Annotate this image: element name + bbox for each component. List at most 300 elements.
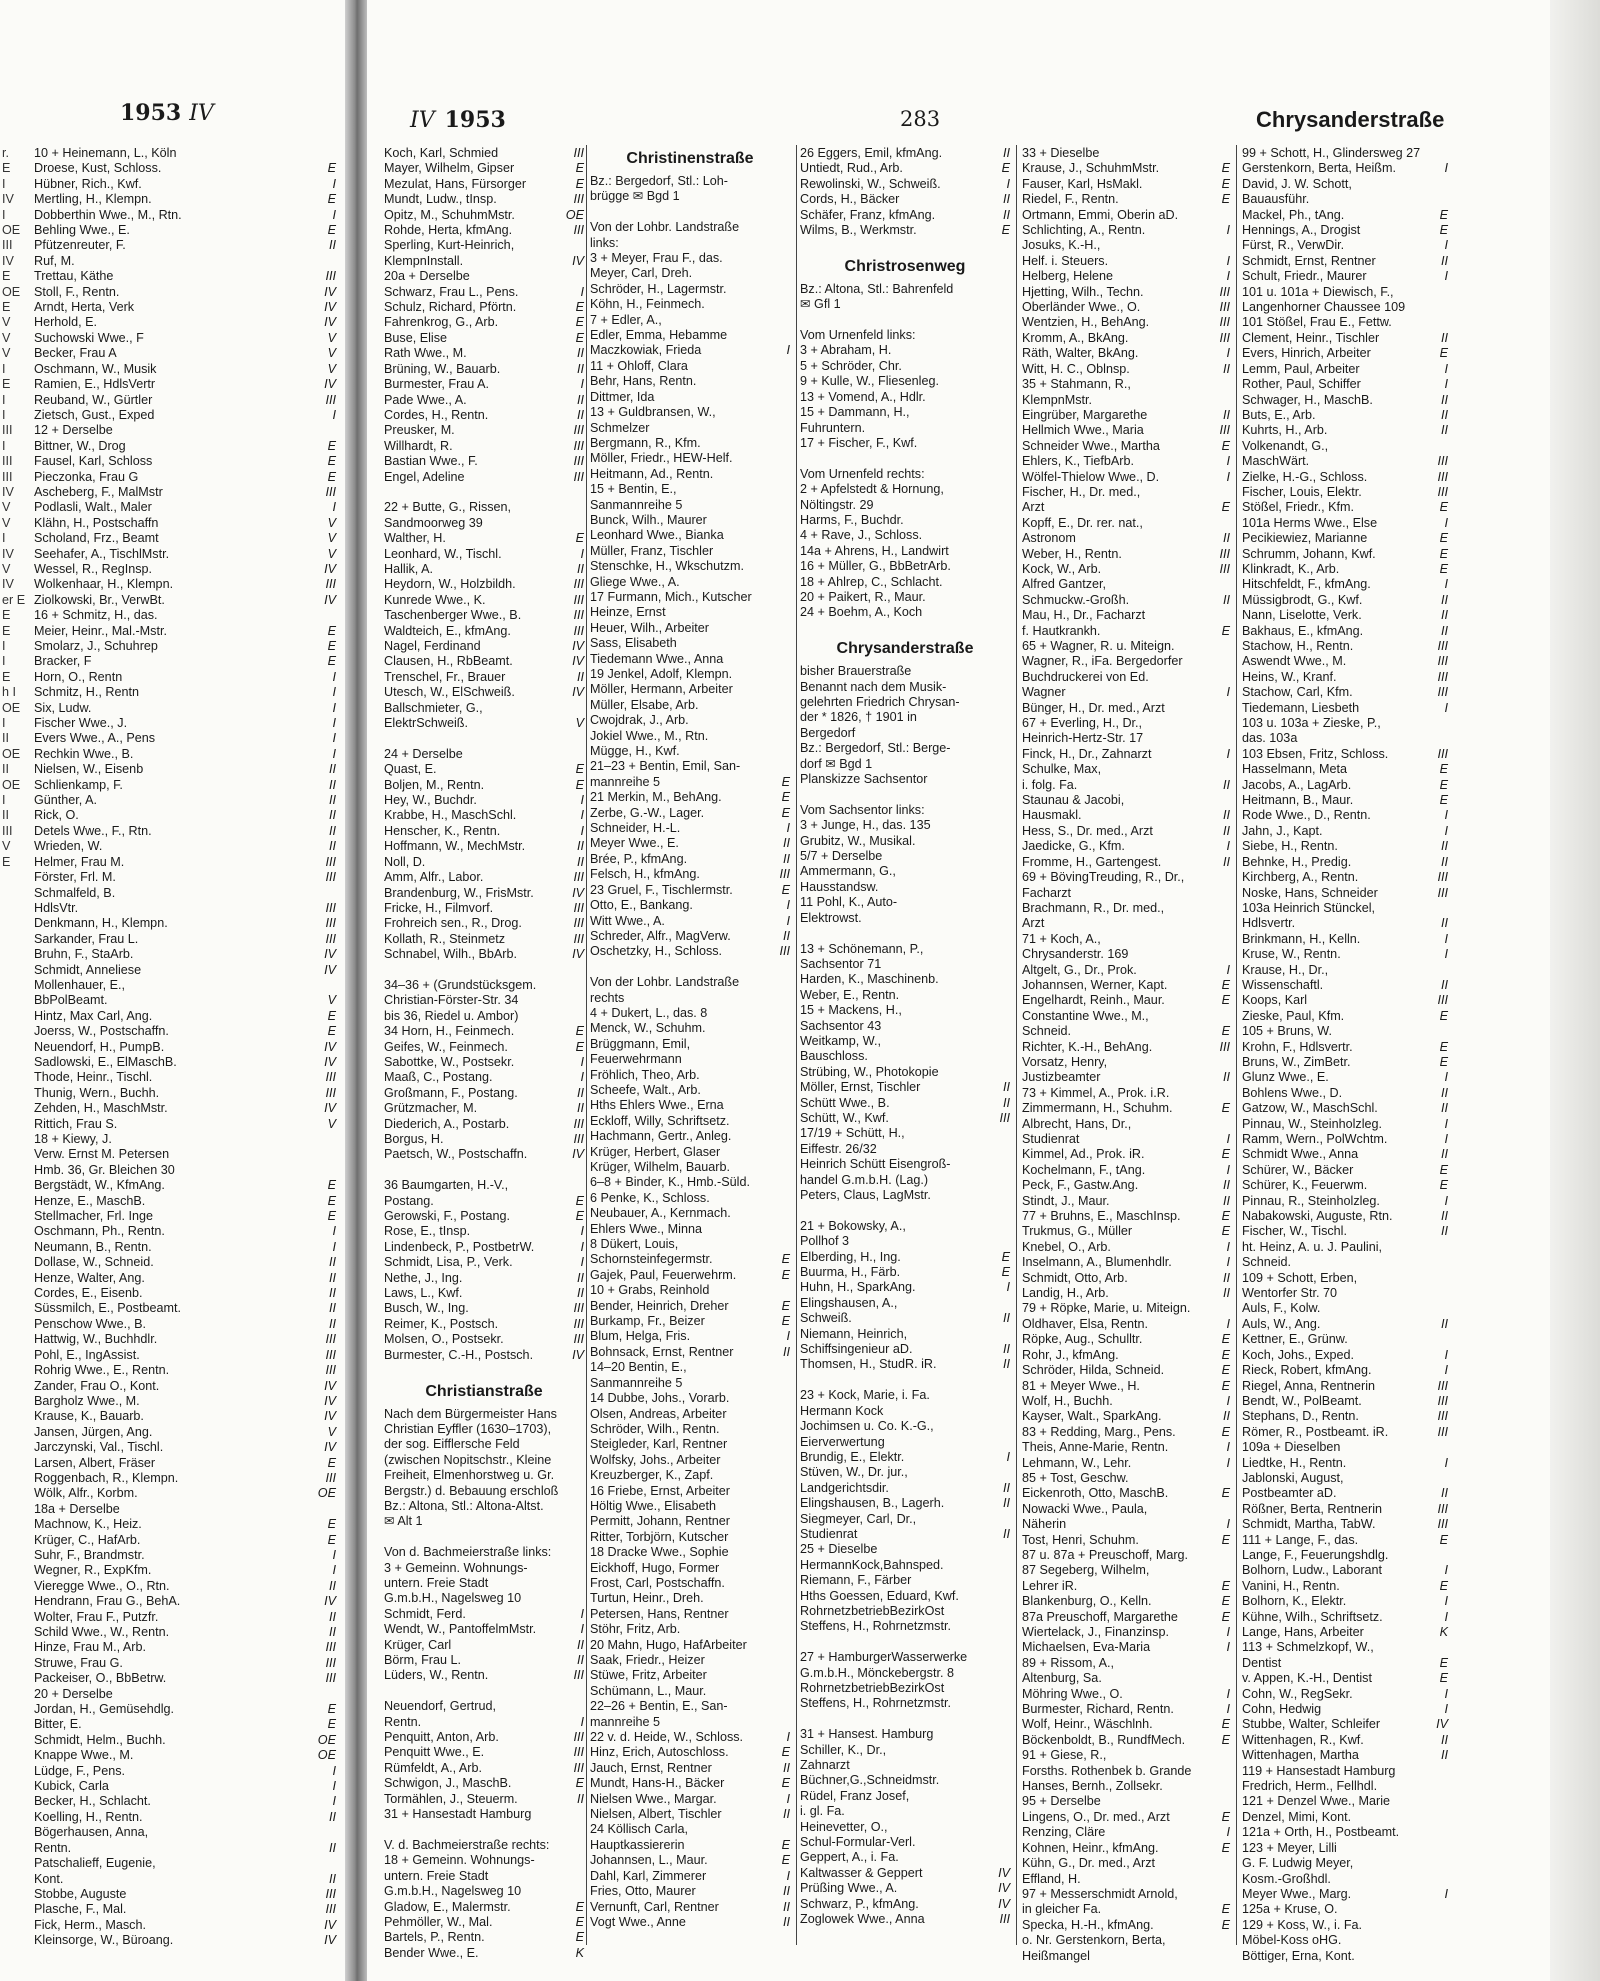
directory-entry bbox=[800, 1373, 1010, 1388]
floor-mark: E bbox=[1221, 1809, 1230, 1824]
floor-mark bbox=[1006, 544, 1010, 559]
entry-text: Krabbe, H., MaschSchl. bbox=[384, 808, 517, 823]
directory-entry bbox=[384, 1900, 584, 1915]
directory-entry bbox=[800, 1527, 1010, 1542]
floor-mark: E bbox=[1001, 1249, 1010, 1264]
directory-entry bbox=[1242, 1918, 1448, 1933]
entry-text: Helf. i. Steuers. bbox=[1022, 253, 1109, 268]
entry-text: Hoffmann, W., MechMstr. bbox=[384, 839, 526, 854]
floor-mark: I bbox=[1226, 839, 1230, 854]
entry-text bbox=[384, 963, 580, 978]
entry-text: Elingshausen, B., Lagerh. bbox=[800, 1496, 945, 1511]
entry-text: Riemann, F., Färber bbox=[800, 1573, 912, 1588]
floor-mark bbox=[1006, 1404, 1010, 1419]
entry-text: Hdlsvertr. bbox=[1242, 916, 1296, 931]
entry-text: Buurma, H., Färb. bbox=[800, 1265, 901, 1280]
floor-mark bbox=[1006, 590, 1010, 605]
directory-entry bbox=[800, 757, 1010, 772]
floor-mark bbox=[1006, 559, 1010, 574]
directory-entry bbox=[34, 1517, 336, 1532]
directory-entry bbox=[1242, 146, 1448, 161]
entry-text: 21–23 + Bentin, Emil, San- bbox=[590, 759, 741, 774]
directory-entry bbox=[1242, 1363, 1448, 1378]
floor-mark bbox=[1006, 282, 1010, 297]
floor-mark bbox=[1006, 605, 1010, 620]
directory-entry bbox=[34, 1872, 336, 1887]
directory-entry bbox=[800, 238, 1010, 253]
floor-mark: I bbox=[332, 685, 336, 700]
directory-entry bbox=[590, 1160, 790, 1175]
floor-mark: III bbox=[1437, 669, 1448, 684]
directory-entry bbox=[384, 1178, 584, 1193]
entry-text: Kochelmann, F., tAng. bbox=[1022, 1162, 1146, 1177]
entry-text: 33 + Dieselbe bbox=[1022, 146, 1100, 160]
floor-mark bbox=[580, 1807, 584, 1822]
floor-mark: E bbox=[575, 330, 584, 345]
entry-text: Müssigbrodt, G., Kwf. bbox=[1242, 592, 1363, 607]
entry-text: Neubauer, A., Kernmach. bbox=[590, 1206, 731, 1221]
directory-entry bbox=[34, 1764, 336, 1779]
margin-mark: I bbox=[2, 407, 6, 422]
directory-entry bbox=[800, 1481, 1010, 1496]
floor-mark: E bbox=[1221, 623, 1230, 638]
directory-entry bbox=[1022, 808, 1230, 823]
entry-text: Schümann, L., Maur. bbox=[590, 1683, 707, 1698]
directory-entry bbox=[590, 1884, 790, 1899]
directory-entry bbox=[384, 470, 584, 485]
floor-mark: I bbox=[1226, 1255, 1230, 1270]
entry-text: Sabottke, W., Postsekr. bbox=[384, 1054, 515, 1069]
entry-text: Pinnau, W., Steinholzleg. bbox=[1242, 1116, 1383, 1131]
entry-text: Vom Urnenfeld links: bbox=[800, 328, 916, 343]
directory-entry bbox=[384, 1792, 584, 1807]
floor-mark bbox=[1006, 1419, 1010, 1434]
floor-mark: I bbox=[1444, 1193, 1448, 1208]
directory-entry bbox=[34, 192, 336, 207]
directory-entry bbox=[1022, 716, 1230, 731]
entry-text: Behling Wwe., E. bbox=[34, 223, 130, 238]
floor-mark bbox=[1226, 1949, 1230, 1964]
entry-text: Grützmacher, M. bbox=[384, 1101, 478, 1116]
floor-mark bbox=[580, 1884, 584, 1899]
directory-entry bbox=[1022, 993, 1230, 1008]
entry-text: 20a + Derselbe bbox=[384, 269, 470, 284]
floor-mark: II bbox=[329, 1809, 336, 1824]
floor-mark: I bbox=[1444, 700, 1448, 715]
entry-text: 20 + Paikert, R., Maur. bbox=[800, 589, 926, 604]
floor-mark bbox=[786, 975, 790, 990]
directory-entry bbox=[800, 1219, 1010, 1234]
directory-entry bbox=[384, 716, 584, 731]
directory-entry bbox=[384, 1271, 584, 1286]
margin-mark: V bbox=[2, 515, 11, 530]
floor-mark: IV bbox=[324, 284, 336, 299]
floor-mark: I bbox=[1226, 1239, 1230, 1254]
entry-text bbox=[800, 787, 1006, 802]
entry-text: Hellmich Wwe., Maria bbox=[1022, 423, 1144, 438]
directory-entry bbox=[1242, 1409, 1448, 1424]
entry-text: untern. Freie Stadt bbox=[384, 1868, 489, 1883]
floor-mark: II bbox=[1441, 1316, 1448, 1331]
floor-mark bbox=[786, 1684, 790, 1699]
floor-mark: E bbox=[1001, 1265, 1010, 1280]
margin-mark: OE bbox=[2, 777, 21, 792]
margin-mark: OE bbox=[2, 284, 21, 299]
directory-entry bbox=[1242, 439, 1448, 454]
entry-text: Fromme, H., Gartengest. bbox=[1022, 854, 1162, 869]
floor-mark: II bbox=[1441, 592, 1448, 607]
floor-mark: III bbox=[573, 608, 584, 623]
entry-text: Pfützenreuter, F. bbox=[34, 238, 126, 253]
directory-entry bbox=[800, 664, 1010, 679]
directory-entry bbox=[800, 1650, 1010, 1665]
entry-text: 18 + Gemeinn. Wohnungs- bbox=[384, 1853, 535, 1868]
entry-text: Hintz, Max Carl, Ang. bbox=[34, 1008, 153, 1023]
directory-entry bbox=[800, 405, 1010, 420]
directory-entry bbox=[590, 359, 790, 374]
directory-entry bbox=[590, 1268, 790, 1283]
directory-entry bbox=[384, 1422, 584, 1437]
directory-entry bbox=[1242, 1317, 1448, 1332]
floor-mark: E bbox=[1221, 500, 1230, 515]
directory-entry bbox=[1242, 1733, 1448, 1748]
floor-mark: I bbox=[332, 700, 336, 715]
directory-entry bbox=[384, 331, 584, 346]
floor-mark bbox=[1006, 818, 1010, 833]
entry-text: Zander, Frau O., Kont. bbox=[34, 1378, 160, 1393]
floor-mark: I bbox=[1444, 931, 1448, 946]
entry-text: Bauschloss. bbox=[800, 1049, 868, 1064]
floor-mark bbox=[580, 1363, 584, 1378]
entry-text: Wolf, H., Buchh. bbox=[1022, 1393, 1113, 1408]
floor-mark bbox=[1006, 513, 1010, 528]
directory-entry bbox=[800, 1342, 1010, 1357]
entry-text: 5/7 + Derselbe bbox=[800, 849, 883, 864]
entry-text: Bergmann, R., Kfm. bbox=[590, 435, 701, 450]
directory-entry bbox=[1242, 1687, 1448, 1702]
entry-text: Heuer, Wilh., Arbeiter bbox=[590, 620, 709, 635]
directory-entry bbox=[384, 1653, 584, 1668]
floor-mark: III bbox=[325, 900, 336, 915]
floor-mark: III bbox=[1219, 330, 1230, 345]
floor-mark: III bbox=[573, 1760, 584, 1775]
directory-entry bbox=[34, 1656, 336, 1671]
floor-mark: E bbox=[1439, 1655, 1448, 1670]
directory-entry bbox=[800, 1311, 1010, 1326]
entry-text: v. Appen, K.-H., Dentist bbox=[1242, 1671, 1372, 1686]
entry-text: 10 + Grabs, Reinhold bbox=[590, 1283, 710, 1298]
directory-entry bbox=[1242, 1517, 1448, 1532]
floor-mark bbox=[580, 993, 584, 1008]
margin-mark: I bbox=[2, 176, 6, 191]
floor-mark: V bbox=[575, 716, 584, 731]
floor-mark: V bbox=[327, 546, 336, 561]
floor-mark: I bbox=[1444, 361, 1448, 376]
floor-mark: I bbox=[332, 500, 336, 515]
floor-mark: E bbox=[327, 654, 336, 669]
directory-entry bbox=[34, 654, 336, 669]
directory-entry bbox=[1022, 377, 1230, 392]
directory-entry bbox=[34, 408, 336, 423]
floor-mark: K bbox=[575, 1945, 584, 1960]
entry-text: Stellmacher, Frl. Inge bbox=[34, 1209, 153, 1224]
floor-mark bbox=[1006, 1296, 1010, 1311]
directory-entry bbox=[1242, 1255, 1448, 1270]
directory-entry bbox=[34, 1918, 336, 1933]
margin-mark: II bbox=[2, 762, 9, 777]
floor-mark bbox=[786, 282, 790, 297]
directory-entry bbox=[1242, 1794, 1448, 1809]
floor-mark: I bbox=[1226, 746, 1230, 761]
floor-mark bbox=[1006, 741, 1010, 756]
floor-mark: II bbox=[329, 1840, 336, 1855]
floor-mark bbox=[1444, 315, 1448, 330]
directory-entry bbox=[384, 793, 584, 808]
entry-text: Schmidt, Anneliese bbox=[34, 962, 142, 977]
entry-text: Cohn, W., RegSekr. bbox=[1242, 1686, 1353, 1701]
directory-entry bbox=[384, 824, 584, 839]
directory-entry bbox=[1022, 1332, 1230, 1347]
directory-entry bbox=[1242, 1933, 1448, 1948]
directory-entry bbox=[384, 701, 584, 716]
floor-mark bbox=[1226, 485, 1230, 500]
directory-entry bbox=[1242, 855, 1448, 870]
floor-mark: I bbox=[1226, 346, 1230, 361]
floor-mark: II bbox=[783, 851, 790, 866]
directory-entry bbox=[34, 1101, 336, 1116]
directory-entry bbox=[1022, 1671, 1230, 1686]
entry-text: Wolter, Frau F., Putzfr. bbox=[34, 1609, 159, 1624]
directory-entry bbox=[34, 1702, 336, 1717]
directory-entry bbox=[590, 883, 790, 898]
entry-text: Verw. Ernst M. Petersen bbox=[34, 1147, 170, 1162]
directory-entry bbox=[1022, 778, 1230, 793]
street-heading: Christrosenweg bbox=[844, 257, 966, 275]
entry-text: Steffens, H., Rohrnetzmstr. bbox=[800, 1696, 951, 1711]
right-column-4 bbox=[1022, 146, 1230, 1963]
floor-mark bbox=[580, 1453, 584, 1468]
entry-text: Möller, Friedr., HEW-Helf. bbox=[590, 451, 733, 466]
directory-entry bbox=[384, 1545, 584, 1560]
directory-entry bbox=[800, 192, 1010, 207]
floor-mark bbox=[1006, 972, 1010, 987]
directory-entry bbox=[34, 1440, 336, 1455]
entry-text: Sarkander, Frau L. bbox=[34, 931, 139, 946]
floor-mark: II bbox=[577, 361, 584, 376]
book-gutter bbox=[345, 0, 367, 1981]
floor-mark: E bbox=[1221, 1347, 1230, 1362]
floor-mark bbox=[1006, 451, 1010, 466]
floor-mark: III bbox=[573, 916, 584, 931]
entry-text: Blankenburg, O., Kelln. bbox=[1022, 1594, 1152, 1609]
entry-text: Gerowski, F., Postang. bbox=[384, 1209, 510, 1224]
entry-text: 15 + Bentin, E., bbox=[590, 482, 677, 497]
floor-mark bbox=[1006, 726, 1010, 741]
entry-text: 23 Gruel, F., Tischlermstr. bbox=[590, 882, 733, 897]
entry-text: Hallik, A. bbox=[384, 561, 433, 576]
entry-text: Albrecht, Hans, Dr., bbox=[1022, 1116, 1132, 1131]
floor-mark bbox=[1226, 393, 1230, 408]
entry-text: 16 Friebe, Ernst, Arbeiter bbox=[590, 1483, 730, 1498]
street-running-title: Chrysanderstraße bbox=[1256, 107, 1445, 132]
entry-text: Wölk, Alfr., Korbm. bbox=[34, 1486, 138, 1501]
directory-entry bbox=[590, 1545, 790, 1560]
floor-mark: II bbox=[1441, 854, 1448, 869]
entry-text: i. gl. Fa. bbox=[800, 1804, 845, 1819]
floor-mark: E bbox=[1221, 176, 1230, 191]
entry-text: Schwigon, J., MaschB. bbox=[384, 1776, 512, 1791]
entry-text: ✉ Alt 1 bbox=[384, 1514, 423, 1529]
floor-mark: IV bbox=[572, 685, 584, 700]
entry-text: Trukmus, G., Müller bbox=[1022, 1224, 1133, 1239]
floor-mark: II bbox=[1441, 1147, 1448, 1162]
floor-mark: E bbox=[327, 192, 336, 207]
entry-text: Wölfel-Thielow Wwe., D. bbox=[1022, 469, 1160, 484]
floor-mark bbox=[1006, 1820, 1010, 1835]
floor-mark bbox=[1006, 1696, 1010, 1711]
directory-entry bbox=[800, 834, 1010, 849]
entry-text: Heitmann, B., Maur. bbox=[1242, 793, 1354, 808]
floor-mark bbox=[1006, 1835, 1010, 1850]
directory-entry bbox=[384, 1884, 584, 1899]
entry-text: Vorsatz, Henry, bbox=[1022, 1054, 1108, 1069]
floor-mark bbox=[580, 1178, 584, 1193]
entry-text: Plasche, F., Mal. bbox=[34, 1902, 127, 1917]
entry-text: Bergedorf bbox=[800, 725, 856, 740]
directory-entry bbox=[34, 916, 336, 931]
entry-text: 83 + Redding, Marg., Pens. bbox=[1022, 1424, 1176, 1439]
directory-entry bbox=[384, 855, 584, 870]
directory-entry bbox=[590, 1761, 790, 1776]
floor-mark bbox=[1226, 947, 1230, 962]
directory-entry bbox=[34, 1933, 336, 1948]
floor-mark: E bbox=[781, 1314, 790, 1329]
floor-mark: II bbox=[1441, 1486, 1448, 1501]
floor-mark: II bbox=[1223, 1409, 1230, 1424]
directory-entry bbox=[800, 451, 1010, 466]
floor-mark: III bbox=[1437, 1393, 1448, 1408]
floor-mark bbox=[786, 405, 790, 420]
directory-entry bbox=[1022, 547, 1230, 562]
entry-text: Hendrann, Frau G., BehA. bbox=[34, 1594, 181, 1609]
entry-text: Noske, Hans, Schneider bbox=[1242, 885, 1378, 900]
floor-mark: I bbox=[580, 1255, 584, 1270]
directory-entry bbox=[800, 1496, 1010, 1511]
entry-text: Rentn. bbox=[34, 1840, 72, 1855]
directory-entry bbox=[1022, 439, 1230, 454]
directory-entry bbox=[1022, 624, 1230, 639]
floor-mark: III bbox=[573, 1730, 584, 1745]
directory-entry bbox=[34, 1610, 336, 1625]
entry-text: G.m.b.H., Nagelsweg 10 bbox=[384, 1591, 522, 1606]
directory-entry bbox=[384, 1009, 584, 1024]
directory-entry bbox=[1022, 947, 1230, 962]
margin-mark: OE bbox=[2, 746, 21, 761]
entry-text: Diederich, A., Postarb. bbox=[384, 1116, 510, 1131]
floor-mark: II bbox=[329, 839, 336, 854]
entry-text: Vom Sachsentor links: bbox=[800, 802, 925, 817]
floor-mark bbox=[1006, 1681, 1010, 1696]
directory-entry bbox=[590, 1068, 790, 1083]
directory-entry bbox=[1242, 1887, 1448, 1902]
floor-mark: I bbox=[1226, 454, 1230, 469]
floor-mark: III bbox=[325, 1886, 336, 1901]
directory-entry bbox=[590, 1607, 790, 1622]
floor-mark: III bbox=[1437, 1378, 1448, 1393]
margin-mark: III bbox=[2, 823, 13, 838]
floor-mark: E bbox=[327, 1178, 336, 1193]
entry-text: dorf ✉ Bgd 1 bbox=[800, 756, 873, 771]
entry-text: KlempnInstall. bbox=[384, 253, 464, 268]
entry-text: Brundig, E., Elektr. bbox=[800, 1449, 905, 1464]
entry-text: Wendt, W., PantoffelmMstr. bbox=[384, 1622, 537, 1637]
entry-text: Amm, Alfr., Labor. bbox=[384, 870, 484, 885]
entry-text: Bendt, W., PolBeamt. bbox=[1242, 1393, 1362, 1408]
entry-text: 121a + Orth, H., Postbeamt. bbox=[1242, 1825, 1400, 1840]
directory-entry bbox=[1022, 1425, 1230, 1440]
directory-entry bbox=[1022, 639, 1230, 654]
floor-mark bbox=[786, 1145, 790, 1160]
directory-entry bbox=[590, 205, 790, 220]
directory-entry bbox=[590, 1052, 790, 1067]
directory-entry bbox=[1022, 1640, 1230, 1655]
entry-text: Astronom bbox=[1022, 531, 1076, 546]
floor-mark: E bbox=[1439, 1578, 1448, 1593]
entry-text: 22 + Butte, G., Rissen, bbox=[384, 500, 512, 515]
floor-mark: E bbox=[1221, 1917, 1230, 1932]
directory-entry bbox=[34, 1194, 336, 1209]
floor-mark: OE bbox=[317, 1748, 336, 1763]
directory-entry bbox=[34, 1471, 336, 1486]
directory-entry bbox=[384, 1561, 584, 1576]
directory-entry bbox=[800, 1280, 1010, 1295]
directory-entry bbox=[1242, 192, 1448, 207]
directory-entry bbox=[384, 362, 584, 377]
floor-mark bbox=[1006, 1435, 1010, 1450]
entry-text: Schulz, Richard, Pförtn. bbox=[384, 300, 517, 315]
entry-text: Heinze, Ernst bbox=[590, 605, 666, 620]
entry-text: Riegel, Anna, Rentnerin bbox=[1242, 1378, 1376, 1393]
directory-entry bbox=[590, 1222, 790, 1237]
directory-entry bbox=[1242, 839, 1448, 854]
floor-mark bbox=[1006, 1065, 1010, 1080]
floor-mark: E bbox=[1001, 161, 1010, 176]
floor-mark: IV bbox=[324, 377, 336, 392]
floor-mark bbox=[1226, 1117, 1230, 1132]
directory-entry bbox=[590, 1145, 790, 1160]
entry-text: Fürst, R., VerwDir. bbox=[1242, 238, 1345, 253]
entry-text: Ammermann, G., bbox=[800, 864, 896, 879]
entry-text: 24 Köllisch Carla, bbox=[590, 1822, 688, 1837]
directory-entry bbox=[1022, 1301, 1230, 1316]
entry-text: Kollath, R., Steinmetz bbox=[384, 931, 506, 946]
directory-entry bbox=[384, 1946, 584, 1961]
entry-text: 10 + Heinemann, L., Köln bbox=[34, 146, 177, 160]
entry-text: Nethe, J., Ing. bbox=[384, 1270, 463, 1285]
floor-mark bbox=[1006, 467, 1010, 482]
entry-text bbox=[800, 621, 1006, 636]
directory-entry bbox=[1022, 362, 1230, 377]
entry-text: Thunig, Wern., Buchh. bbox=[34, 1085, 160, 1100]
floor-mark bbox=[1226, 793, 1230, 808]
floor-mark bbox=[786, 421, 790, 436]
entry-text: 3 + Gemeinn. Wohnungs- bbox=[384, 1560, 528, 1575]
directory-entry bbox=[800, 1866, 1010, 1881]
entry-text: Utesch, W., ElSchweiß. bbox=[384, 685, 515, 700]
directory-entry bbox=[1242, 577, 1448, 592]
margin-mark: r. bbox=[2, 146, 9, 160]
directory-entry bbox=[1242, 916, 1448, 931]
